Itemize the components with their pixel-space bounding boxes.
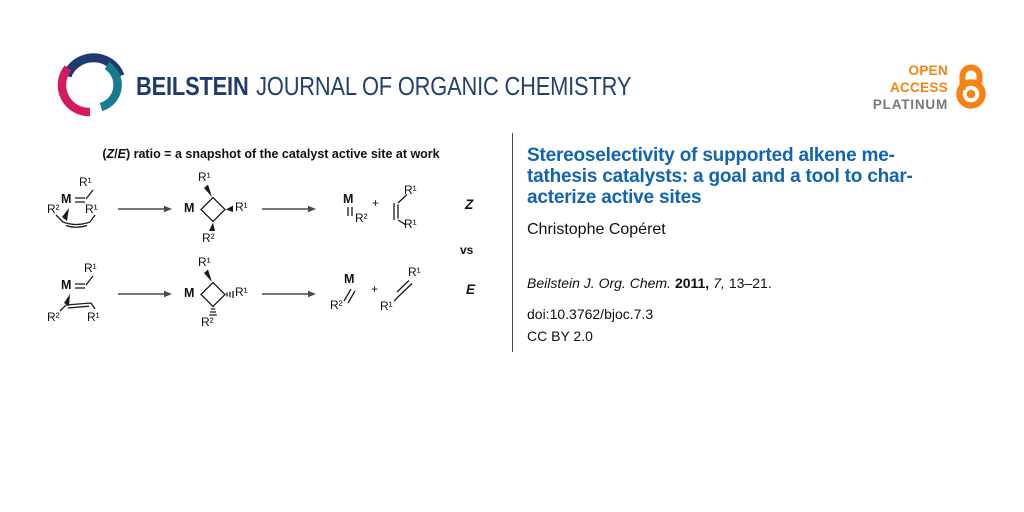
lock-keyhole <box>967 90 976 99</box>
r2-label: R² <box>202 231 215 245</box>
open-access-badge <box>830 62 948 113</box>
z-isomer-label: Z <box>465 197 474 212</box>
wedge-bond <box>204 270 212 283</box>
carbene-double-bond <box>75 284 85 288</box>
r1-label: R¹ <box>408 265 421 279</box>
article-title-line2: tathesis catalysts: a goal and a tool to char- <box>527 166 913 187</box>
r2-label: R² <box>355 211 368 225</box>
hash-bond <box>227 291 233 298</box>
article-title-line1: Stereoselectivity of supported alkene me- <box>527 145 895 166</box>
wedge-bond <box>226 206 233 213</box>
e-isomer-label: E <box>466 282 476 297</box>
citation-pages: 13–21. <box>728 275 772 291</box>
carbene-double-bond <box>344 289 355 303</box>
metal-label: M <box>61 192 72 206</box>
e-alkene-bonds <box>394 281 412 302</box>
r1-label: R¹ <box>79 175 92 189</box>
logo-arc-teal <box>101 66 118 108</box>
wedge-bond <box>64 294 70 306</box>
r1-label: R¹ <box>198 170 211 184</box>
wedge-bond <box>204 185 212 198</box>
brand-beilstein: BEILSTEIN <box>136 71 249 101</box>
license-text: CC BY 2.0 <box>527 328 593 344</box>
r2-label: R² <box>47 202 60 216</box>
caption-rest: ) ratio = a snapshot of the catalyst active site at work <box>125 147 440 161</box>
carbene-double-bond <box>348 207 352 216</box>
caption-paren-open: ( <box>102 147 107 161</box>
citation-year: 2011, <box>674 275 710 291</box>
caption-z: Z <box>106 147 115 161</box>
caption-e: E <box>117 147 126 161</box>
open-access-lock-icon <box>952 56 990 112</box>
journal-name <box>136 72 631 100</box>
metal-label: M <box>343 192 354 206</box>
open-access-line3: PLATINUM <box>872 97 948 112</box>
plus-sign: + <box>372 196 380 210</box>
vs-label: vs <box>460 243 474 257</box>
r1-label: R¹ <box>198 255 211 269</box>
r1-label: R¹ <box>380 299 393 313</box>
author-name: Christophe Copéret <box>527 221 666 238</box>
brand-journal-title: JOURNAL OF ORGANIC CHEMISTRY <box>256 71 632 101</box>
metal-label: M <box>184 201 195 215</box>
carbene-double-bond <box>75 198 85 202</box>
open-access-line1: OPEN <box>908 63 948 78</box>
open-access-line2: ACCESS <box>889 80 948 95</box>
article-title-line3: acterize active sites <box>527 187 702 208</box>
r1-label: R¹ <box>235 285 248 299</box>
r2-label: R² <box>330 298 343 312</box>
r2-label: R² <box>47 310 60 324</box>
r1-label: R¹ <box>87 310 100 324</box>
arrow-head <box>308 206 316 213</box>
logo-arc-pink <box>62 68 90 112</box>
metal-label: M <box>344 272 355 286</box>
metallacycle-ring <box>201 198 225 222</box>
citation-line <box>527 275 772 291</box>
metallacycle-ring <box>201 283 225 307</box>
reaction-arrows <box>118 206 316 298</box>
caption-slash: / <box>114 147 118 161</box>
doi-text: doi:10.3762/bjoc.7.3 <box>527 306 654 322</box>
carbene-substituent-bond <box>86 276 93 285</box>
r1-label: R¹ <box>85 202 98 216</box>
divider-line <box>512 133 513 352</box>
scheme-caption <box>30 147 512 161</box>
r2-label: R² <box>201 315 214 329</box>
arrow-head <box>164 206 172 213</box>
article-title[interactable] <box>527 145 997 208</box>
carbene-substituent-bond <box>86 190 93 199</box>
wedge-bond <box>62 208 69 221</box>
citation-journal: Beilstein J. Org. Chem. <box>527 275 671 291</box>
arrow-head <box>164 291 172 298</box>
metal-label: M <box>61 278 72 292</box>
plus-sign: + <box>371 282 379 296</box>
arrow-head <box>308 291 316 298</box>
r1-label: R¹ <box>404 217 417 231</box>
r1-label: R¹ <box>404 183 417 197</box>
citation-volume: 7, <box>713 275 725 291</box>
beilstein-logo-icon <box>54 46 134 122</box>
metal-label: M <box>184 286 195 300</box>
r1-label: R¹ <box>84 261 97 275</box>
wedge-bond <box>209 223 215 232</box>
r1-label: R¹ <box>235 200 248 214</box>
cis-alkene-bonds <box>56 215 95 227</box>
